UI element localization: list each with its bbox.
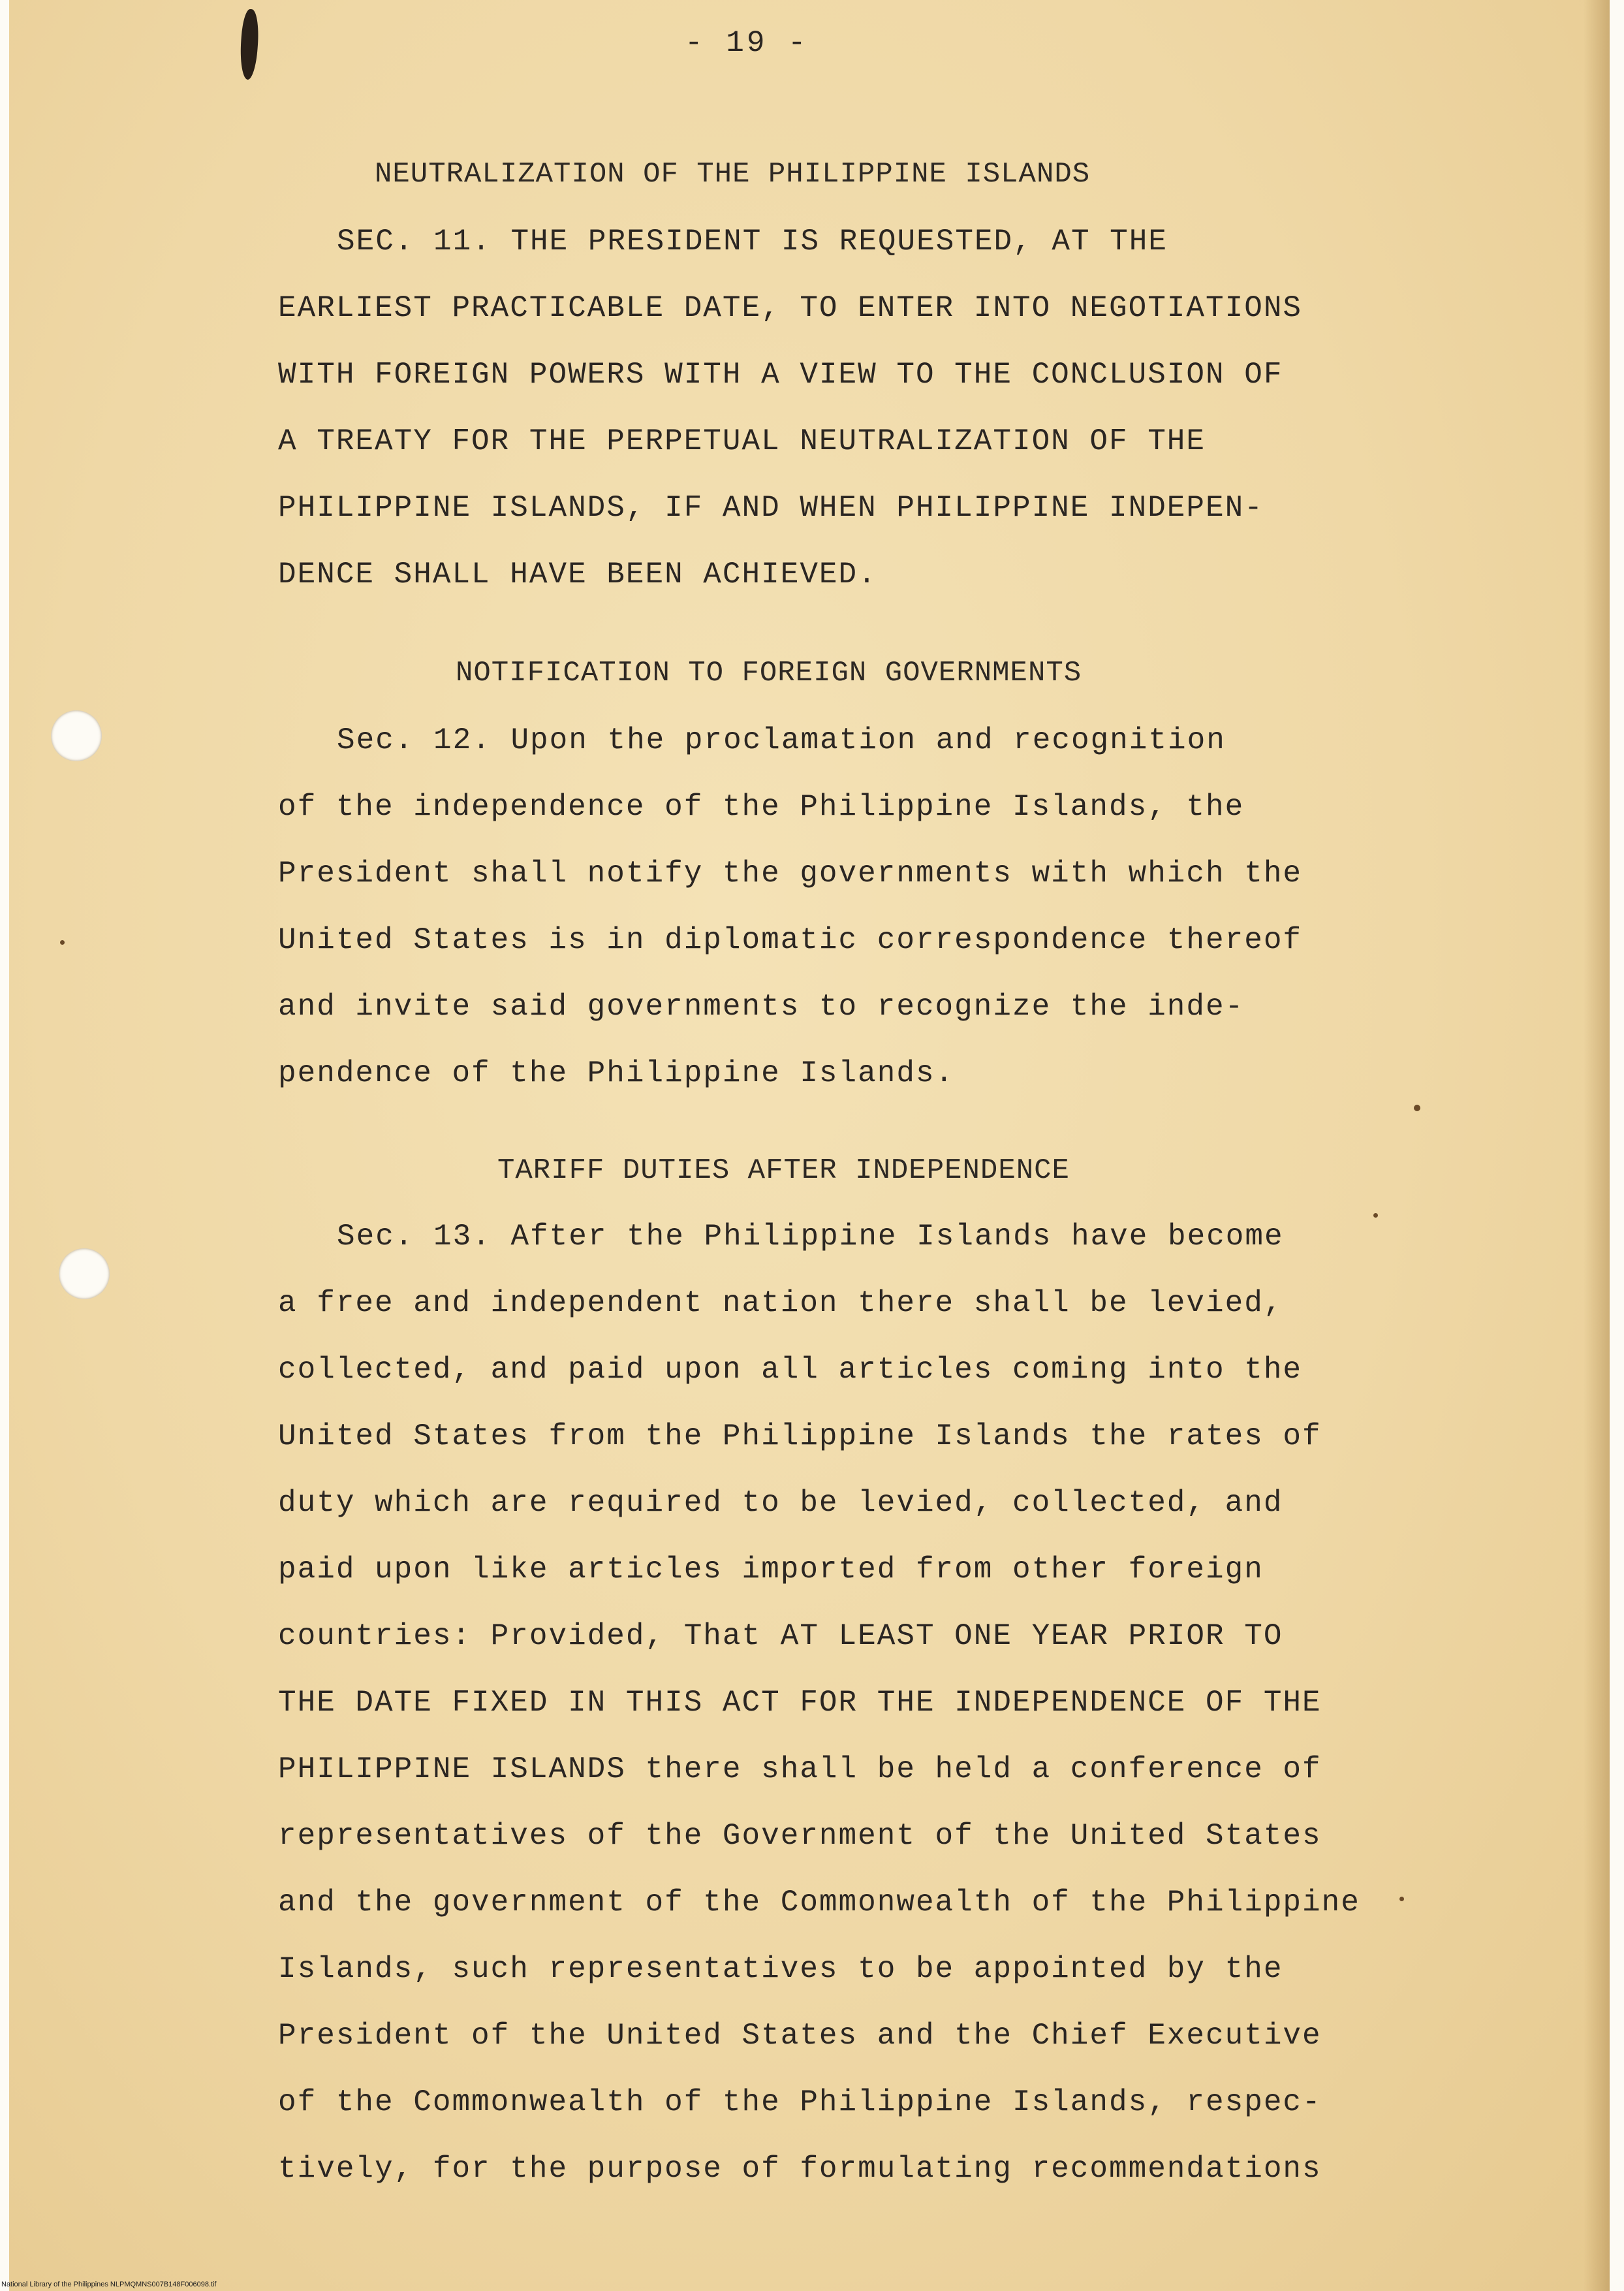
text-line: of the independence of the Philippine Islands, the [278,790,1245,824]
ink-speck [1373,1213,1378,1218]
text-line: President shall notify the governments with which the [278,857,1303,891]
text-line: tively, for the purpose of formulating recommendations [278,2152,1322,2186]
section-heading: TARIFF DUTIES AFTER INDEPENDENCE [497,1154,1070,1187]
text-line: Sec. 12. Upon the proclamation and recognition [337,723,1226,757]
text-line: paid upon like articles imported from other foreign [278,1553,1264,1587]
ink-blot [238,8,260,80]
text-line: United States is in diplomatic correspondence thereof [278,923,1303,957]
text-line: of the Commonwealth of the Philippine Islands, respec- [278,2085,1322,2119]
text-line: and invite said governments to recognize the inde- [278,990,1245,1024]
text-line: EARLIEST PRACTICABLE DATE, TO ENTER INTO NEGOTIATIONS [278,291,1303,325]
ink-speck [60,940,65,945]
text-line: collected, and paid upon all articles coming into the [278,1353,1303,1387]
text-line: President of the United States and the Chief Executive [278,2019,1322,2053]
section-heading: NOTIFICATION TO FOREIGN GOVERNMENTS [456,657,1082,689]
text-line: Islands, such representatives to be appointed by the [278,1952,1283,1986]
text-line: PHILIPPINE ISLANDS there shall be held a conference of [278,1752,1322,1786]
ink-speck [1399,1897,1404,1901]
text-line: and the government of the Commonwealth of the Philippine [278,1886,1360,1920]
punch-hole-bottom [59,1248,110,1299]
punch-hole-top [51,710,102,761]
ink-speck [1414,1105,1420,1111]
scan-credit: National Library of the Philippines NLPMQMNS007B148F006098.tif [1,2281,217,2288]
text-line: countries: Provided, That AT LEAST ONE YEAR PRIOR TO [278,1619,1283,1653]
text-line: pendence of the Philippine Islands. [278,1056,955,1090]
text-line: Sec. 13. After the Philippine Islands have become [337,1220,1284,1254]
text-line: United States from the Philippine Islands the rates of [278,1419,1322,1453]
document-page [9,0,1610,2291]
page-number: - 19 - [685,26,809,60]
text-line: DENCE SHALL HAVE BEEN ACHIEVED. [278,558,877,592]
text-line: PHILIPPINE ISLANDS, IF AND WHEN PHILIPPINE INDEPEN- [278,491,1264,525]
text-line: THE DATE FIXED IN THIS ACT FOR THE INDEPENDENCE OF THE [278,1686,1322,1720]
text-line: a free and independent nation there shall be levied, [278,1286,1283,1320]
text-line: A TREATY FOR THE PERPETUAL NEUTRALIZATION OF THE [278,424,1206,458]
text-line: duty which are required to be levied, collected, and [278,1486,1283,1520]
text-line: representatives of the Government of the United States [278,1819,1322,1853]
section-heading: NEUTRALIZATION OF THE PHILIPPINE ISLANDS [375,158,1091,191]
text-line: SEC. 11. THE PRESIDENT IS REQUESTED, AT THE [337,225,1168,259]
page-edge-shadow [1584,0,1610,2291]
text-line: WITH FOREIGN POWERS WITH A VIEW TO THE CONCLUSION OF [278,358,1283,392]
